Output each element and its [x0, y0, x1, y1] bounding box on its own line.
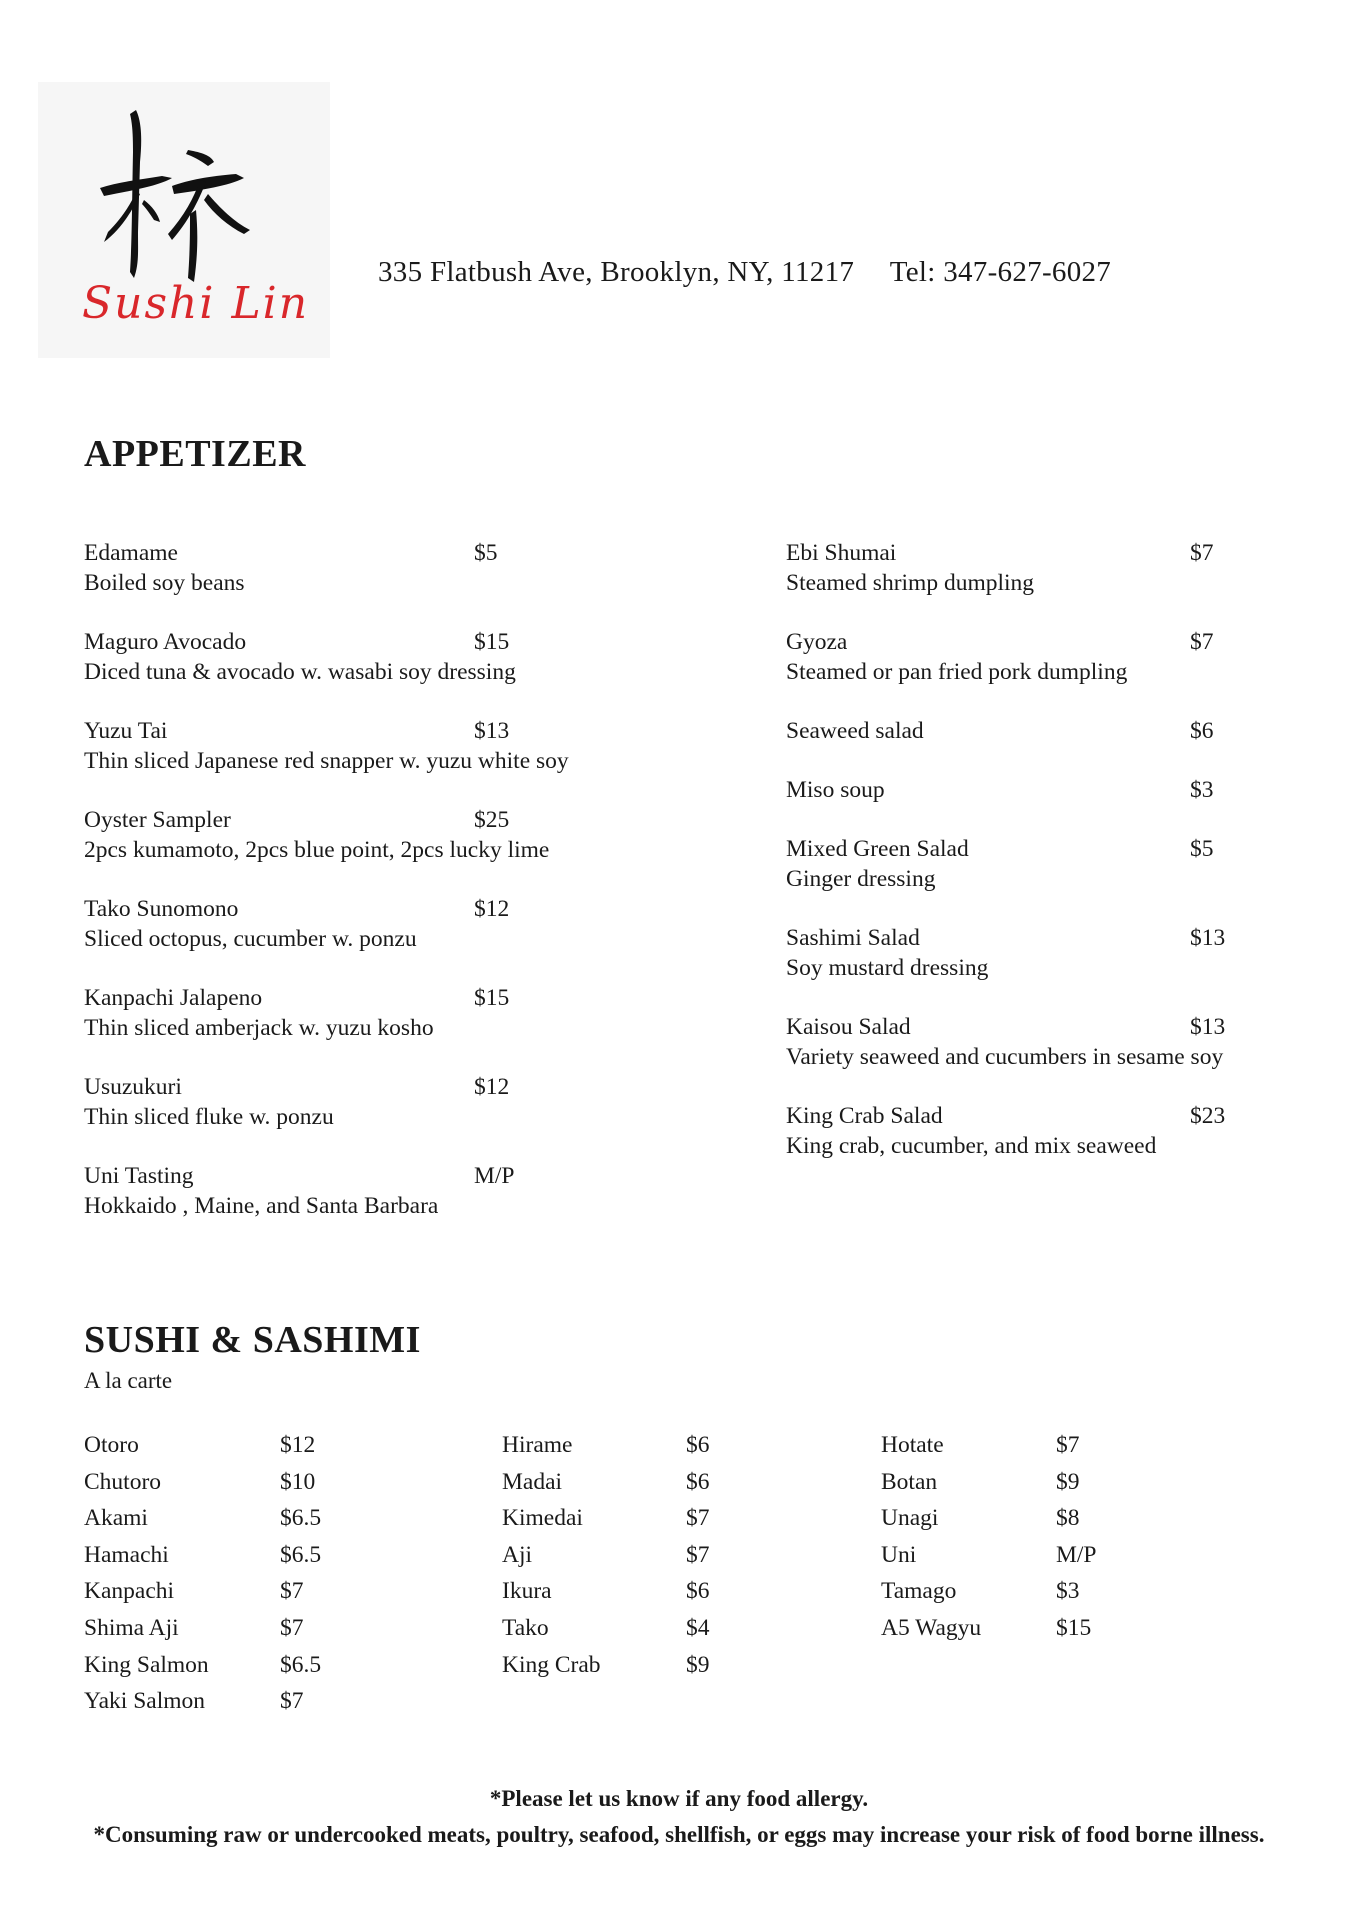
menu-item	[84, 805, 549, 865]
item-name: Kanpachi Jalapeno	[84, 985, 263, 1011]
sushi-price: $7	[280, 1615, 304, 1641]
menu-item	[786, 1012, 1226, 1072]
menu-item	[786, 923, 1226, 983]
item-name: Uni Tasting	[84, 1163, 194, 1189]
sushi-name: Uni	[881, 1541, 917, 1568]
sushi-item	[881, 1615, 1092, 1642]
sushi-item	[84, 1688, 304, 1715]
item-description: 2pcs kumamoto, 2pcs blue point, 2pcs lucky lime	[84, 837, 550, 863]
menu-item	[786, 834, 1214, 894]
sushi-item	[881, 1432, 1080, 1459]
sushi-price: $6	[686, 1578, 710, 1605]
sushi-price: $6.5	[280, 1541, 322, 1568]
sushi-name: Tamago	[881, 1578, 957, 1605]
item-price: $15	[474, 629, 510, 655]
item-name: Ebi Shumai	[786, 540, 897, 566]
sushi-name: Shima Aji	[84, 1615, 179, 1641]
sushi-price: $6.5	[280, 1505, 322, 1532]
sushi-item	[502, 1432, 710, 1459]
sushi-name: Madai	[502, 1468, 563, 1495]
sushi-item	[84, 1432, 316, 1459]
menu-item	[786, 716, 1214, 746]
item-price: $5	[1190, 836, 1214, 862]
item-price: $6	[1190, 718, 1214, 744]
item-description: Variety seaweed and cucumbers in sesame soy	[786, 1044, 1224, 1070]
sushi-price: $8	[1056, 1505, 1080, 1532]
sushi-item	[502, 1615, 710, 1642]
menu-item	[84, 1161, 515, 1221]
menu-item	[84, 627, 516, 687]
address-line	[378, 256, 1111, 289]
sushi-name: King Salmon	[84, 1651, 209, 1678]
item-name: Usuzukuri	[84, 1074, 182, 1100]
item-name: Tako Sunomono	[84, 896, 239, 922]
sushi-name: Botan	[881, 1468, 938, 1495]
item-price: $13	[474, 718, 510, 744]
item-price: $3	[1190, 777, 1214, 803]
item-name: Mixed Green Salad	[786, 836, 969, 862]
item-description: Steamed shrimp dumpling	[786, 570, 1035, 596]
item-description: Thin sliced Japanese red snapper w. yuzu white soy	[84, 748, 569, 774]
sushi-name: Kanpachi	[84, 1578, 175, 1605]
sushi-price: M/P	[1056, 1541, 1097, 1568]
sushi-name: Hotate	[881, 1432, 944, 1458]
item-name: Yuzu Tai	[84, 718, 168, 744]
item-price: $7	[1190, 629, 1214, 655]
item-price: M/P	[474, 1163, 515, 1189]
item-description: Ginger dressing	[786, 866, 936, 892]
sushi-name: Aji	[502, 1541, 533, 1568]
sushi-price: $10	[280, 1468, 316, 1495]
item-price: $5	[474, 540, 498, 566]
sushi-item	[502, 1468, 710, 1496]
item-price: $25	[474, 807, 510, 833]
sushi-name: Chutoro	[84, 1468, 162, 1495]
item-description: Hokkaido , Maine, and Santa Barbara	[84, 1193, 439, 1219]
sushi-name: Otoro	[84, 1432, 139, 1458]
phone-text: Tel: 347-627-6027	[889, 256, 1112, 288]
sushi-title: SUSHI & SASHIMI	[84, 1319, 421, 1361]
sushi-name: A5 Wagyu	[881, 1615, 982, 1641]
item-name: Oyster Sampler	[84, 807, 231, 833]
sushi-price: $9	[1056, 1468, 1080, 1495]
item-price: $15	[474, 985, 510, 1011]
sushi-name: King Crab	[502, 1651, 601, 1678]
sushi-price: $6.5	[280, 1651, 322, 1678]
menu-item	[84, 983, 510, 1043]
menu-item	[786, 538, 1214, 598]
item-description: Thin sliced fluke w. ponzu	[84, 1104, 334, 1130]
item-description: Soy mustard dressing	[786, 955, 989, 981]
sushi-item	[502, 1651, 710, 1679]
sushi-item	[502, 1505, 710, 1532]
sushi-item	[84, 1505, 322, 1532]
address-text: 335 Flatbush Ave, Brooklyn, NY, 11217	[378, 256, 855, 288]
sushi-price: $12	[280, 1432, 316, 1458]
item-description: Thin sliced amberjack w. yuzu kosho	[84, 1015, 434, 1041]
item-price: $7	[1190, 540, 1214, 566]
sushi-item	[84, 1578, 304, 1605]
item-name: Miso soup	[786, 777, 885, 803]
sushi-name: Tako	[502, 1615, 549, 1641]
sushi-item	[881, 1505, 1080, 1532]
sushi-item	[881, 1541, 1097, 1569]
menu-item	[84, 894, 510, 954]
sushi-price: $7	[686, 1505, 710, 1532]
item-name: Gyoza	[786, 629, 848, 655]
appetizer-title: APPETIZER	[84, 433, 306, 475]
sushi-name: Ikura	[502, 1578, 552, 1605]
item-price: $13	[1190, 1014, 1226, 1040]
sushi-price: $7	[280, 1688, 304, 1715]
item-price: $12	[474, 896, 510, 922]
sushi-name: Unagi	[881, 1505, 939, 1532]
item-price: $13	[1190, 925, 1226, 951]
item-price: $12	[474, 1074, 510, 1100]
sushi-name: Akami	[84, 1505, 148, 1532]
item-name: Sashimi Salad	[786, 925, 920, 951]
sushi-price: $7	[280, 1578, 304, 1605]
sushi-name: Yaki Salmon	[84, 1688, 206, 1715]
item-description: King crab, cucumber, and mix seaweed	[786, 1133, 1157, 1159]
sushi-item	[502, 1578, 710, 1605]
sushi-item	[881, 1578, 1080, 1605]
item-price: $23	[1190, 1103, 1226, 1129]
logo-wordmark: Sushi Lin	[82, 278, 310, 329]
sushi-name: Hamachi	[84, 1541, 169, 1568]
sushi-item	[502, 1541, 710, 1569]
menu-item	[84, 538, 498, 598]
item-name: Seaweed salad	[786, 718, 924, 744]
item-description: Steamed or pan fried pork dumpling	[786, 659, 1128, 685]
sushi-price: $9	[686, 1651, 710, 1678]
sushi-price: $6	[686, 1432, 710, 1458]
menu-item	[786, 627, 1214, 687]
sushi-item	[881, 1468, 1080, 1496]
health-warning: *Consuming raw or undercooked meats, poultry, seafood, shellfish, or eggs may increase your risk of food borne illness.	[93, 1822, 1265, 1847]
sushi-price: $7	[1056, 1432, 1080, 1458]
sushi-item	[84, 1651, 322, 1679]
item-name: Kaisou Salad	[786, 1014, 911, 1040]
item-name: King Crab Salad	[786, 1103, 943, 1129]
item-description: Diced tuna & avocado w. wasabi soy dressing	[84, 659, 516, 685]
sushi-name: Kimedai	[502, 1505, 583, 1532]
item-name: Edamame	[84, 540, 178, 566]
menu-item	[84, 1072, 510, 1132]
sushi-item	[84, 1615, 304, 1642]
sushi-name: Hirame	[502, 1432, 573, 1458]
restaurant-logo	[38, 82, 330, 358]
sushi-price: $7	[686, 1541, 710, 1568]
sushi-subtitle: A la carte	[84, 1368, 173, 1393]
sushi-price: $6	[686, 1468, 710, 1495]
item-name: Maguro Avocado	[84, 629, 247, 655]
sushi-price: $3	[1056, 1578, 1080, 1605]
allergy-note: *Please let us know if any food allergy.	[489, 1786, 869, 1811]
menu-item	[84, 716, 569, 776]
sushi-price: $15	[1056, 1615, 1092, 1641]
item-description: Boiled soy beans	[84, 570, 245, 596]
menu-item	[786, 1101, 1226, 1161]
menu-item	[786, 775, 1214, 805]
sushi-item	[84, 1541, 322, 1569]
sushi-price: $4	[686, 1615, 710, 1641]
item-description: Sliced octopus, cucumber w. ponzu	[84, 926, 417, 952]
sushi-item	[84, 1468, 316, 1496]
